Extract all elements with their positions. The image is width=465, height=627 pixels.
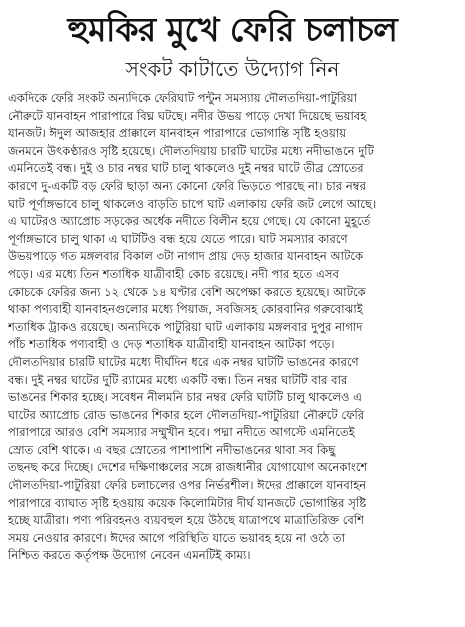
body-line: থাকা পণ্যবাহী যানবাহনগুলোর মধ্যে পিয়াজ, সবজিসহ কোরবানির গরুবোঝাই bbox=[8, 302, 363, 317]
newspaper-clipping bbox=[6, 2, 459, 623]
article-body bbox=[8, 90, 457, 565]
body-line: নৌরুটে যানবাহন পারাপারে বিঘ্ন ঘটছে। নদীর উভয় পাড়ে দেখা দিয়েছে ভয়াবহ bbox=[8, 108, 367, 123]
body-line: যানজট। ঈদুল আজহার প্রাক্কালে যানবাহন পারাপারে ভোগান্তি সৃষ্টি হওয়ায় bbox=[8, 126, 347, 141]
body-line: পারাপারে আরও বেশি সমস্যার সম্মুখীন হবে। পদ্মা নদীতে আগস্টে এমনিতেই bbox=[8, 425, 355, 440]
body-line: একদিকে ফেরি সংকট অন্যদিকে ফেরিঘাট পন্টুন সমস্যায় দৌলতদিয়া-পাটুরিয়া bbox=[8, 91, 357, 105]
body-line: ঘাটের অ্যাপ্রোচ রোড ভাঙনের শিকার হলে দৌলতদিয়া-পাটুরিয়া নৌরুটে ফেরি bbox=[8, 407, 365, 422]
body-line: স্রোত বেশি থাকে। এ বছর স্রোতের পাশাপাশি নদীভাঙনের থাবা সব কিছু bbox=[8, 442, 336, 457]
body-line: দৌলতদিয়ার চারটি ঘাটের মধ্যে দীর্ঘদিন ধরে এক নম্বর ঘাটটি ভাঙনের কারণে bbox=[8, 354, 359, 369]
subheadline: সংকট কাটাতে উদ্যোগ নিন bbox=[125, 57, 340, 81]
body-line: কোচকে ফেরির জন্য ১২ থেকে ১৪ ঘণ্টার বেশি অপেক্ষা করতে হয়েছে। আটকে bbox=[8, 284, 366, 299]
body-line: নিশ্চিত করতে কর্তৃপক্ষ উদ্যোগ নেবেন এমনটিই কাম্য। bbox=[8, 548, 251, 563]
body-line: পাঁচ শতাধিক পণ্যবাহী ও দেড় শতাধিক যাত্রীবাহী যানবাহন আটকা পড়ে। bbox=[8, 337, 335, 352]
headline: হুমকির মুখে ফেরি চলাচল bbox=[67, 10, 398, 49]
body-line: বন্ধ। দুই নম্বর ঘাটের দুটি র‌্যামের মধ্যে একটি বন্ধ। তিন নম্বর ঘাটটি বার বার bbox=[8, 372, 348, 387]
body-line: দৌলতদিয়া-পাটুরিয়া ফেরি চলাচলের ওপর নির্ভরশীল। ঈদের প্রাক্কালে যানবাহন bbox=[8, 478, 367, 493]
body-line: এ ঘাটেরও অ্যাপ্রোচ সড়কের অর্ধেক নদীতে বিলীন হয়ে গেছে। যে কোনো মুহূর্তে bbox=[8, 214, 371, 229]
body-line: সময় নেওয়ার কারণে। ঈদের আগে পরিস্থিতি যাতে ভয়াবহ হয়ে না ওঠে তা bbox=[8, 530, 345, 545]
body-line: ভাঙনের শিকার হচ্ছে। সবেধন নীলমনি চার নম্বর ফেরি ঘাটটি চালু থাকলেও এ bbox=[8, 390, 362, 405]
body-line: এমনিতেই বন্ধ। দুই ও চার নম্বর ঘাট চালু থাকলেও দুই নম্বর ঘাটে তীব্র স্রোতের bbox=[8, 161, 364, 176]
body-line: জনমনে উৎকণ্ঠারও সৃষ্টি হয়েছে। দৌলতদিয়ায় চারটি ঘাটের মধ্যে নদীভাঙনে দুটি bbox=[8, 143, 374, 158]
body-line: পড়ে। এর মধ্যে তিন শতাধিক যাত্রীবাহী কোচ রয়েছে। নদী পার হতে এসব bbox=[8, 266, 339, 281]
body-line: পূর্ণাঙ্গভাবে চালু থাকা এ ঘাটটিও বন্ধ হয়ে যেতে পারে। ঘাট সমস্যার কারণে bbox=[8, 231, 348, 246]
body-line: শতাধিক ট্রাকও রয়েছে। অন্যদিকে পাটুরিয়া ঘাট এলাকায় মঙ্গলবার দুপুর নাগাদ bbox=[8, 319, 363, 334]
body-line: হচ্ছে যাত্রীরা। পণ্য পরিবহনও ব্যয়বহুল হয়ে উঠছে যাত্রাপথে মাত্রাতিরিক্ত বেশি bbox=[8, 513, 365, 528]
body-line: উভয়পাড়ে গত মঙ্গলবার বিকাল ৩টা নাগাদ প্রায় দেড় হাজার যানবাহন আটকে bbox=[8, 249, 364, 264]
body-line: তছনছ করে দিচ্ছে। দেশের দক্ষিণাঞ্চলের সঙ্গে রাজধানীর যোগাযোগ অনেকাংশে bbox=[8, 460, 368, 475]
body-line: পারাপারে ব্যাঘাত সৃষ্টি হওয়ায় কয়েক কিলোমিটার দীর্ঘ যানজটে ভোগান্তির সৃষ্টি bbox=[8, 495, 367, 510]
body-line: কারণে দু-একটি বড় ফেরি ছাড়া অন্য কোনো ফেরি ভিড়তে পারছে না। চার নম্বর bbox=[8, 178, 366, 193]
body-line: ঘাট পূর্ণাঙ্গভাবে চালু থাকলেও বাড়তি চাপে ঘাট এলাকায় ফেরি জট লেগে আছে। bbox=[8, 196, 377, 211]
